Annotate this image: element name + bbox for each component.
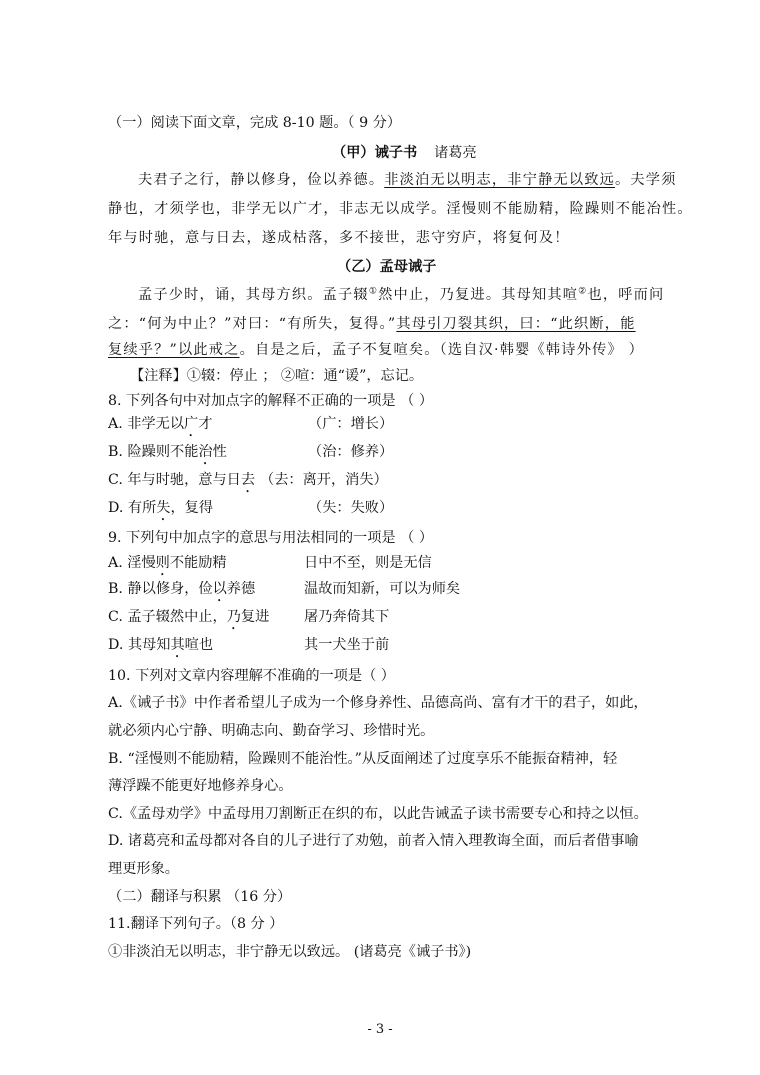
yi-line-1-c: 也，呼而问	[587, 287, 665, 303]
q9-option-b: B. 静以修身，俭以养德 温故而知新，可以为师矣	[108, 581, 461, 597]
q10-option-b-line2: 薄浮躁不能更好地修养身心。	[108, 778, 293, 794]
q11-item-1: ①非淡泊无以明志，非宁静无以致远。 (诸葛亮《诫子书》)	[108, 944, 472, 960]
q8-stem: 8. 下列各句中对加点字的解释不正确的一项是 （ ）	[108, 393, 434, 409]
q8-a-gloss: （广：增长）	[308, 416, 394, 432]
q10-option-a-line1: A.《诫子书》中作者希望儿子成为一个修身养性、品德高尚、富有才干的君子，如此，	[108, 695, 648, 711]
page-number: - 3 -	[367, 1022, 393, 1037]
q9-stem: 9. 下列句中加点字的意思与用法相同的一项是 （ ）	[108, 530, 434, 546]
yi-line-2	[108, 314, 636, 334]
yi-line-2-a: 之：“何为中止？”对曰：“有所失，复得。”	[108, 316, 397, 332]
jia-title-line	[332, 143, 477, 163]
q8-option-d: D. 有所失，复得 （失：失败）	[108, 500, 394, 516]
section1-heading: （一）阅读下面文章，完成 8-10 题。（ 9 分）	[108, 115, 402, 131]
yi-line-1-b: 然中止，乃复进。其母知其喧	[378, 287, 579, 303]
q9-d-compare: 其一犬坐于前	[304, 637, 390, 653]
q10-option-d-line2: 理更形象。	[108, 861, 179, 877]
q8-c-gloss: （去：离开，消失）	[260, 472, 388, 488]
yi-line-1-a: 孟子少时，诵，其母方织。孟子辍	[138, 287, 369, 303]
note-ref-2: ②	[578, 286, 588, 297]
q8-d-gloss: （失：失败）	[308, 500, 394, 516]
section2-heading: （二）翻译与积累 （16 分）	[108, 889, 292, 905]
q9-a-dotted-char: 则	[155, 555, 170, 571]
jia-author: 诸葛亮	[434, 145, 477, 161]
jia-line-3: 年与时驰，意与日去，遂成枯落，多不接世，悲守穷庐，将复何及！	[108, 230, 570, 246]
jia-line-1-text: 夫君子之行，静以修身，俭以养德。	[138, 172, 385, 188]
q9-a-compare: 日中不至，则是无信	[304, 555, 432, 571]
q9-option-c: C. 孟子辍然中止，乃复进 屠乃奔倚其下	[108, 609, 390, 625]
yi-underlined-sentence-2: 复续乎？”以此戒之	[108, 342, 240, 358]
yi-line-1	[138, 285, 664, 305]
q8-c-dotted-char: 去	[240, 472, 256, 488]
q9-b-compare: 温故而知新，可以为师矣	[304, 581, 461, 597]
q8-d-dotted-char: 失	[156, 500, 171, 516]
jia-line-1-tail: 。夫学须	[615, 172, 677, 188]
q10-option-c: C.《孟母劝学》中孟母用刀割断正在织的布，以此告诫孟子读书需要专心和持之以恒。	[108, 806, 648, 822]
jia-underlined-sentence: 非淡泊无以明志，非宁静无以致远	[384, 172, 616, 188]
q11-stem: 11.翻译下列句子。（8 分 ）	[108, 916, 284, 932]
q9-option-a: A. 淫慢则不能励精 日中不至，则是无信	[108, 555, 432, 571]
q9-b-dotted-char: 以	[212, 581, 227, 597]
yi-line-3	[108, 340, 644, 360]
q8-b-dotted-char: 治	[198, 444, 213, 460]
q8-option-a: A. 非学无以广才 （广：增长）	[108, 416, 394, 432]
q9-d-dotted-char: 其	[170, 637, 185, 653]
q8-b-gloss: （治：修养）	[308, 444, 394, 460]
yi-underlined-sentence-1: 其母引刀裂其织，曰：“此织断，能	[396, 316, 636, 332]
q8-option-b: B. 险躁则不能治性 （治：修养）	[108, 444, 394, 460]
q9-option-d: D. 其母知其喧也 其一犬坐于前	[108, 637, 390, 653]
q8-a-dotted-char: 广	[184, 416, 199, 432]
q10-option-d-line1: D. 诸葛亮和孟母都对各自的儿子进行了劝勉，前者入情入理教诲全面，而后者借事喻	[108, 833, 639, 849]
q9-c-dotted-char: 乃	[226, 609, 241, 625]
yi-title: （乙）孟母诫子	[337, 259, 437, 275]
jia-line-1	[138, 170, 677, 190]
q10-stem: 10. 下列对文章内容理解不准确的一项是（ ）	[108, 668, 395, 684]
jia-line-2: 静也，才须学也，非学无以广才，非志无以成学。淫慢则不能励精，险躁则不能冶性。	[108, 201, 693, 217]
note-ref-1: ①	[368, 286, 379, 297]
q8-option-c: C. 年与时驰，意与日去 （去：离开，消失）	[108, 472, 388, 488]
jia-title: （甲）诫子书	[332, 145, 418, 161]
yi-line-3-b: 。自是之后，孟子不复喧矣。（选自汉·韩婴《韩诗外传》 ）	[239, 342, 644, 358]
q10-option-b-line1: B. “淫慢则不能励精，险躁则不能治性。”从反面阐述了过度享乐不能振奋精神，轻	[108, 751, 618, 767]
q10-option-a-line2: 就必须内心宁静、明确志向、勤奋学习、珍惜时光。	[108, 723, 435, 739]
annotation-note: 【注释】①辍：停止 ； ②喧：通“谖”，忘记。	[130, 368, 424, 384]
q9-c-compare: 屠乃奔倚其下	[304, 609, 390, 625]
